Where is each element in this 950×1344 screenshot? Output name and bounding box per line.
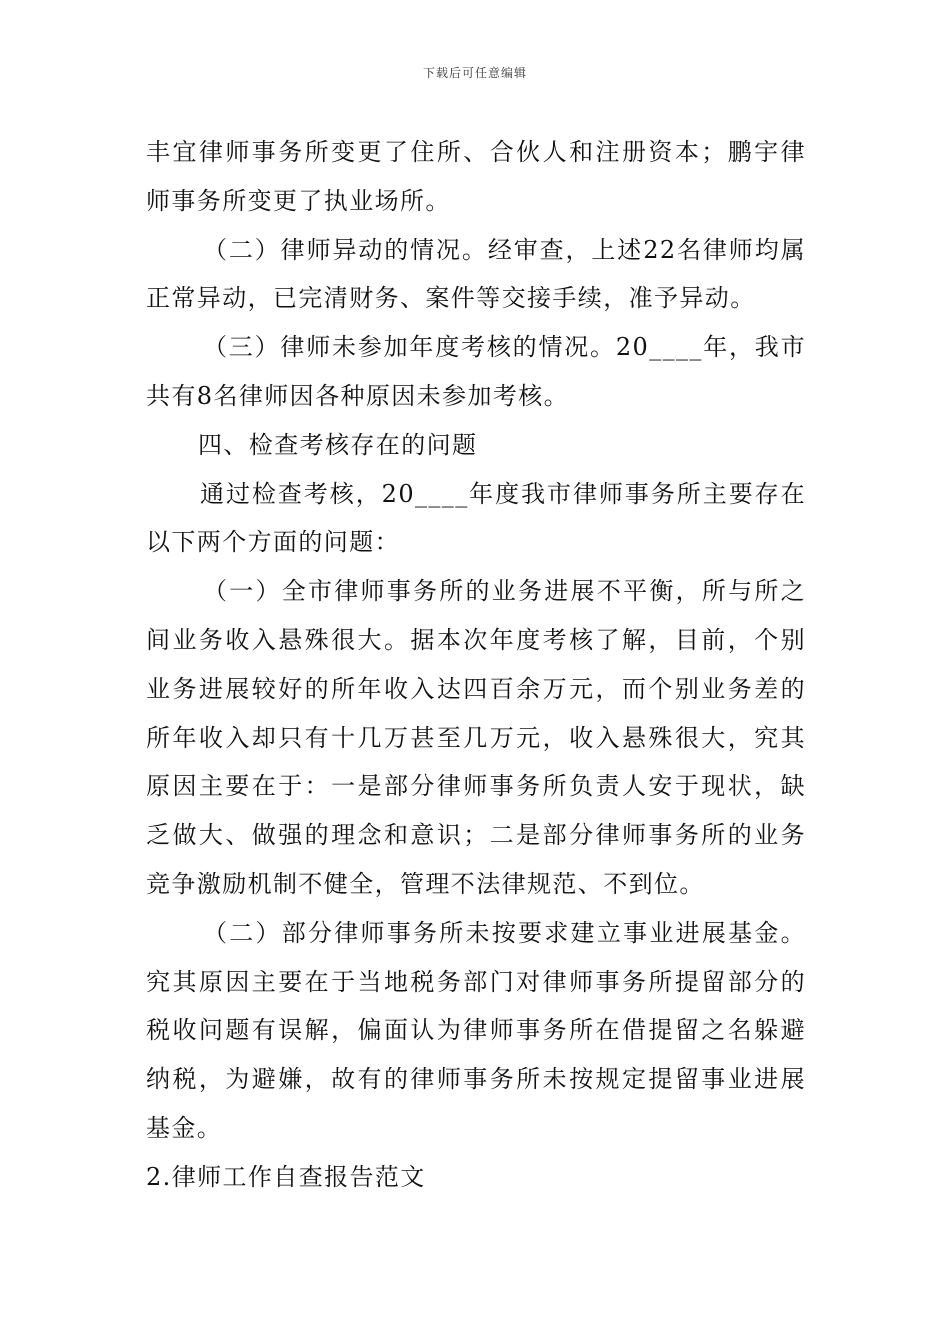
section-heading-problems: 四、检查考核存在的问题 <box>198 430 478 459</box>
section-title-self-check-report: 2.律师工作自查报告范文 <box>146 1162 426 1191</box>
document-body <box>146 128 806 1202</box>
paragraph-lawyer-absent-review: （三）律师未参加年度考核的情况。20____年，我市共有8名律师因各种原因未参加考核。 <box>146 333 806 410</box>
paragraph-problem-two: （二）部分律师事务所未按要求建立事业进展基金。究其原因主要在于当地税务部门对律师事务所提留部分的税收问题有误解，偏面认为律师事务所在借提留之名躲避纳税，为避嫌，故有的律师事务所未按规定提留事业进展基金。 <box>146 918 806 1142</box>
paragraph-problems-intro: 通过检查考核，20____年度我市律师事务所主要存在以下两个方面的问题： <box>146 479 806 557</box>
paragraph-problem-one: （一）全市律师事务所的业务进展不平衡，所与所之间业务收入悬殊很大。据本次年度考核了解，目前，个别业务进展较好的所年收入达四百余万元，而个别业务差的所年收入却只有十几万甚至几万元，收入悬殊很大，究其原因主要在于：一是部分律师事务所负责人安于现状，缺乏做大、做强的理念和意识；二是部分律师事务所的业务竞争激励机制不健全，管理不法律规范、不到位。 <box>146 577 806 898</box>
paragraph-law-firm-changes: 丰宜律师事务所变更了住所、合伙人和注册资本；鹏宇律师事务所变更了执业场所。 <box>146 138 806 215</box>
page-header: 下载后可任意编辑 <box>422 66 527 80</box>
paragraph-lawyer-transfer: （二）律师异动的情况。经审查，上述22名律师均属正常异动，已完清财务、案件等交接手续，准予异动。 <box>146 235 806 313</box>
